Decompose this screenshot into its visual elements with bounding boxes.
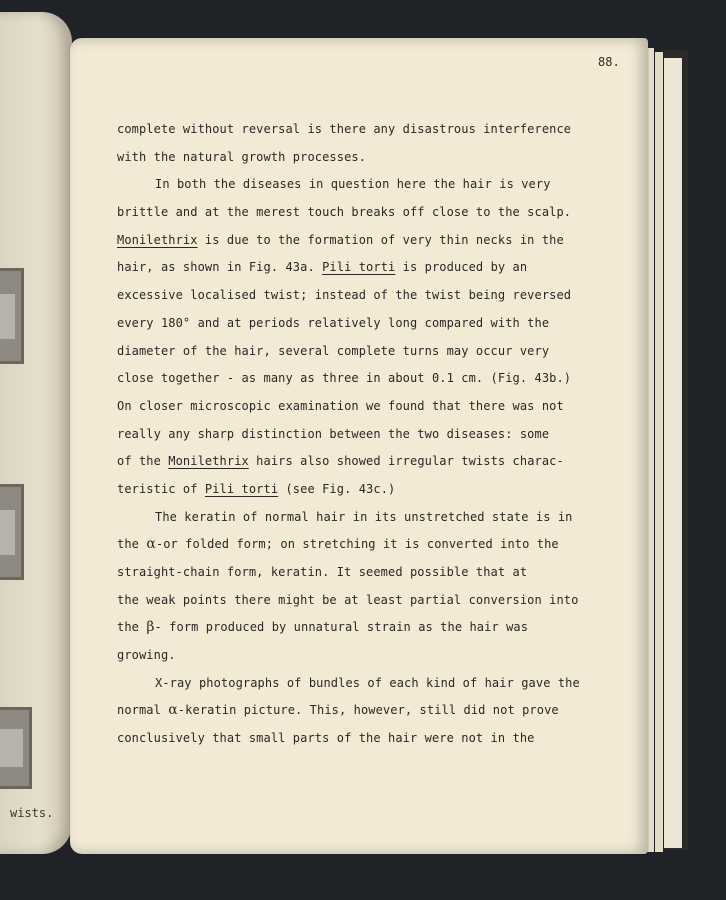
text-line: [117, 697, 637, 725]
greek-symbol: α: [168, 702, 178, 719]
text-line: [117, 310, 637, 338]
page-edge: [655, 52, 663, 852]
text-line: [117, 504, 637, 532]
text-segment: normal: [117, 703, 169, 718]
page-edge: [664, 58, 682, 848]
underlined-term: Pili torti: [322, 260, 396, 275]
underlined-term: Monilethrix: [117, 232, 198, 247]
text-segment: the: [117, 537, 147, 552]
text-segment: complete without reversal is there any disastrous interference: [117, 122, 572, 136]
figure-thumbnail: [0, 707, 32, 789]
text-segment: brittle and at the merest touch breaks off close to the scalp.: [117, 205, 572, 220]
body-text: [117, 116, 637, 753]
text-line: [117, 282, 637, 310]
text-segment: is produced by an: [395, 260, 528, 275]
page-number: 88.: [598, 55, 620, 69]
text-segment: of the: [117, 454, 169, 469]
text-line: [117, 421, 637, 449]
text-segment: hair, as shown in Fig. 43a.: [117, 260, 323, 275]
text-line: [117, 587, 637, 615]
text-segment: - form produced by unnatural strain as the hair was: [154, 620, 529, 635]
greek-symbol: β: [146, 619, 155, 636]
previous-page-caption: wists.: [10, 806, 54, 820]
text-segment: teristic of: [117, 481, 205, 496]
text-segment: -or folded form; on stretching it is converted into the: [155, 537, 559, 552]
text-line: [117, 448, 637, 476]
text-segment: diameter of the hair, several complete turns may occur very: [117, 343, 550, 358]
text-line: [117, 670, 637, 698]
figure-thumbnail: [0, 268, 24, 364]
text-line: [117, 171, 637, 199]
text-segment: On closer microscopic examination we found that there was not: [117, 398, 564, 413]
greek-symbol: α: [146, 536, 156, 553]
text-segment: (see Fig. 43c.): [278, 481, 396, 496]
text-line: [117, 559, 637, 587]
text-line: [117, 227, 637, 255]
text-segment: the: [117, 620, 147, 635]
text-line: [117, 338, 637, 366]
text-segment: every 180° and at periods relatively long compared with the: [117, 315, 550, 330]
text-segment: is due to the formation of very thin necks in the: [197, 232, 564, 247]
text-segment: The keratin of normal hair in its unstretched state is in: [155, 509, 573, 524]
previous-page: [0, 12, 72, 854]
text-segment: X-ray photographs of bundles of each kind of hair gave the: [155, 675, 580, 690]
text-segment: the weak points there might be at least partial conversion into: [117, 592, 579, 607]
text-line: [117, 116, 637, 144]
underlined-term: Pili torti: [204, 481, 279, 496]
text-line: [117, 531, 637, 559]
text-line: [117, 144, 637, 172]
text-line: [117, 365, 637, 393]
text-segment: conclusively that small parts of the hair were not in the: [117, 731, 535, 746]
text-segment: close together - as many as three in about 0.1 cm. (Fig. 43b.): [117, 371, 572, 386]
text-line: [117, 614, 637, 642]
text-line: [117, 393, 637, 421]
text-line: [117, 254, 637, 282]
text-line: [117, 642, 637, 670]
text-segment: excessive localised twist; instead of the twist being reversed: [117, 288, 572, 303]
text-segment: growing.: [117, 648, 176, 663]
text-line: [117, 725, 637, 753]
text-segment: -keratin picture. This, however, still did not prove: [177, 703, 559, 718]
text-segment: really any sharp distinction between the two diseases: some: [117, 426, 550, 441]
text-segment: In both the diseases in question here the hair is very: [155, 177, 551, 192]
figure-thumbnail: [0, 484, 24, 580]
underlined-term: Monilethrix: [168, 454, 249, 469]
text-line: [117, 476, 637, 504]
text-line: [117, 199, 637, 227]
text-segment: with the natural growth processes.: [117, 149, 367, 164]
text-segment: hairs also showed irregular twists charac-: [248, 454, 564, 469]
text-segment: straight-chain form, keratin. It seemed possible that at: [117, 565, 528, 579]
